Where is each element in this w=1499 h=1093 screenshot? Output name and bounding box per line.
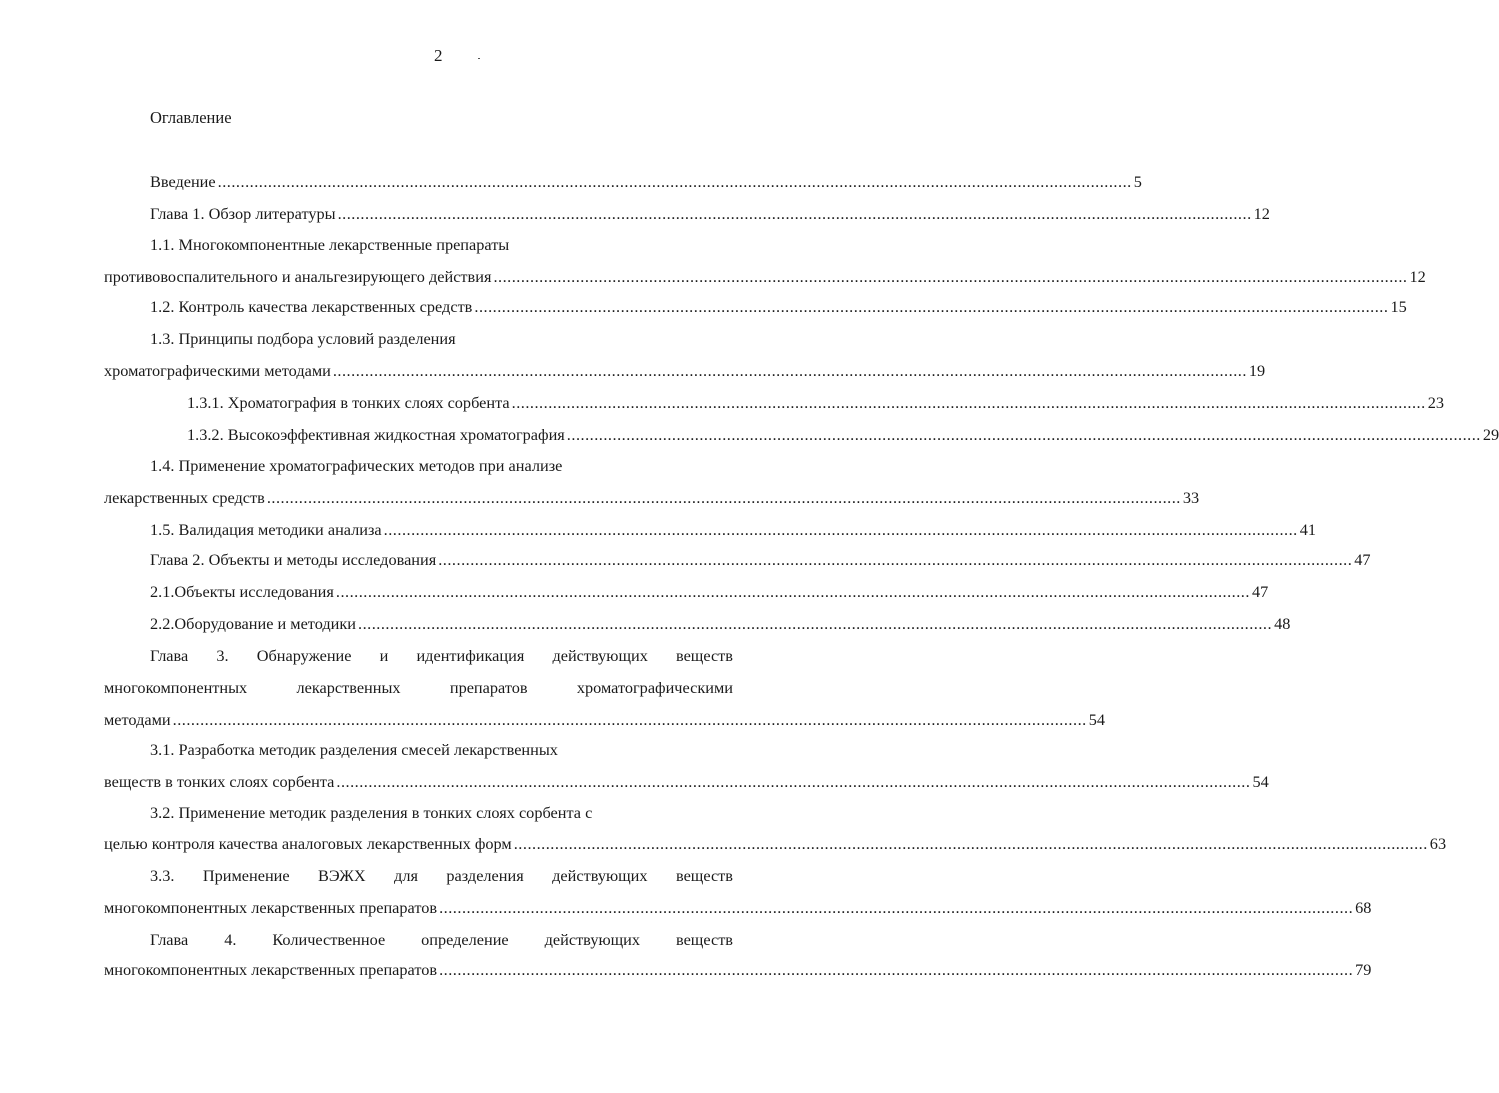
toc-entry <box>150 204 1270 224</box>
dot-leader: ........................................................................................................................................................................................................ <box>336 772 1251 791</box>
toc-entry-title: 1.3.2. Высокоэффективная жидкостная хроматография <box>187 425 565 444</box>
toc-entry <box>150 520 1316 540</box>
toc-entry-title: 3.3. Применение ВЭЖХ для разделения действующих веществ <box>150 866 733 885</box>
toc-entry <box>104 772 1269 792</box>
toc-entry-title: Глава 1. Обзор литературы <box>150 204 336 223</box>
toc-entry-continued <box>150 803 592 823</box>
toc-entry-page: 48 <box>1274 614 1291 633</box>
toc-entry-title: противовоспалительного и анальгезирующего действия <box>104 267 492 286</box>
toc-entry <box>150 614 1291 634</box>
toc-entry-title: 2.2.Оборудование и методики <box>150 614 356 633</box>
toc-entry-page: 79 <box>1355 960 1372 979</box>
toc-entry-continued <box>150 329 456 349</box>
dot-leader: ........................................................................................................................................................................................................ <box>337 204 1252 223</box>
toc-entry-title: Введение <box>150 172 216 191</box>
toc-entry-title: Глава 2. Объекты и методы исследования <box>150 550 437 569</box>
toc-entry-title: 1.3. Принципы подбора условий разделения <box>150 329 456 348</box>
toc-entry-title: 1.2. Контроль качества лекарственных средств <box>150 297 473 316</box>
toc-entry <box>187 393 1444 413</box>
toc-entry-continued <box>150 740 558 760</box>
toc-entry-page: 54 <box>1252 772 1269 791</box>
toc-entry-continued <box>150 930 733 950</box>
toc-heading: Оглавление <box>150 108 232 127</box>
toc-entry-title: 2.1.Объекты исследования <box>150 582 334 601</box>
toc-entry-page: 41 <box>1299 520 1316 539</box>
toc-entry <box>104 710 1105 730</box>
dot-leader: ........................................................................................................................................................................................................ <box>335 582 1250 601</box>
toc-entry-title: веществ в тонких слоях сорбента <box>104 772 335 791</box>
toc-entry-page: 29 <box>1482 425 1499 444</box>
toc-entry-page: 47 <box>1354 550 1371 569</box>
toc-entry-title: 1.4. Применение хроматографических методов при анализе <box>150 456 563 475</box>
toc-entry-title: Глава 4. Количественное определение действующих веществ <box>150 930 733 949</box>
toc-entry-title: многокомпонентных лекарственных препаратов хроматографическими <box>104 678 733 697</box>
dot-leader: ........................................................................................................................................................................................................ <box>172 710 1087 729</box>
toc-entry-page: 12 <box>1253 204 1270 223</box>
dot-leader: ........................................................................................................................................................................................................ <box>511 393 1426 412</box>
toc-entry-title: 1.5. Валидация методики анализа <box>150 520 382 539</box>
dot-leader: ........................................................................................................................................................................................................ <box>439 898 1354 917</box>
dot-leader: ........................................................................................................................................................................................................ <box>566 425 1481 444</box>
toc-entry-title: 3.1. Разработка методик разделения смесей лекарственных <box>150 740 558 759</box>
toc-entry-page: 63 <box>1429 834 1447 853</box>
toc-entry <box>150 297 1407 317</box>
toc-entry-page: 68 <box>1355 898 1372 917</box>
dot-leader: ........................................................................................................................................................................................................ <box>217 172 1132 191</box>
dot-leader: ........................................................................................................................................................................................................ <box>383 520 1298 539</box>
toc-entry-page: 23 <box>1427 393 1444 412</box>
toc-entry-title: Глава 3. Обнаружение и идентификация действующих веществ <box>150 646 733 665</box>
toc-entry <box>104 834 1447 854</box>
scan-speck <box>478 58 480 59</box>
toc-entry <box>150 172 1142 192</box>
toc-entry <box>104 488 1200 508</box>
dot-leader: ........................................................................................................................................................................................................ <box>438 550 1353 569</box>
toc-entry-page: 12 <box>1409 267 1426 286</box>
toc-entry-title: 3.2. Применение методик разделения в тонких слоях сорбента с <box>150 803 593 822</box>
toc-entry <box>104 267 1426 287</box>
toc-entry <box>187 425 1499 445</box>
dot-leader: ........................................................................................................................................................................................................ <box>332 361 1247 380</box>
toc-entry-continued <box>150 646 733 666</box>
toc-entry-title: хроматографическими методами <box>104 361 331 380</box>
toc-entry-continued <box>104 678 733 698</box>
dot-leader: ........................................................................................................................................................................................................ <box>439 960 1354 979</box>
toc-entry-title: многокомпонентных лекарственных препаратов <box>104 898 438 917</box>
dot-leader: ........................................................................................................................................................................................................ <box>358 614 1273 633</box>
toc-entry-title: многокомпонентных лекарственных препаратов <box>104 960 438 979</box>
toc-entry-page: 47 <box>1251 582 1269 601</box>
toc-entry <box>150 550 1371 570</box>
dot-leader: ........................................................................................................................................................................................................ <box>493 267 1408 286</box>
toc-entry-continued <box>150 235 509 255</box>
toc-entry <box>104 361 1266 381</box>
toc-entry-title: 1.1. Многокомпонентные лекарственные препараты <box>150 235 510 254</box>
dot-leader: ........................................................................................................................................................................................................ <box>474 297 1389 316</box>
toc-entry-page: 33 <box>1182 488 1200 507</box>
toc-entry-page: 15 <box>1390 297 1407 316</box>
toc-entry-page: 54 <box>1088 710 1105 729</box>
toc-entry-page: 19 <box>1248 361 1266 380</box>
toc-entry-title: 1.3.1. Хроматография в тонких слоях сорбента <box>187 393 510 412</box>
page-number: 2 <box>434 46 443 65</box>
toc-entry <box>104 960 1372 980</box>
dot-leader: ........................................................................................................................................................................................................ <box>513 834 1428 853</box>
toc-entry-title: методами <box>104 710 171 729</box>
dot-leader: ........................................................................................................................................................................................................ <box>266 488 1181 507</box>
toc-entry-continued <box>150 866 733 886</box>
toc-entry-title: целью контроля качества аналоговых лекарственных форм <box>104 834 512 853</box>
toc-entry-continued <box>150 456 562 476</box>
toc-entry-title: лекарственных средств <box>104 488 265 507</box>
toc-entry <box>104 898 1372 918</box>
toc-entry-page: 5 <box>1133 172 1142 191</box>
toc-entry <box>150 582 1269 602</box>
